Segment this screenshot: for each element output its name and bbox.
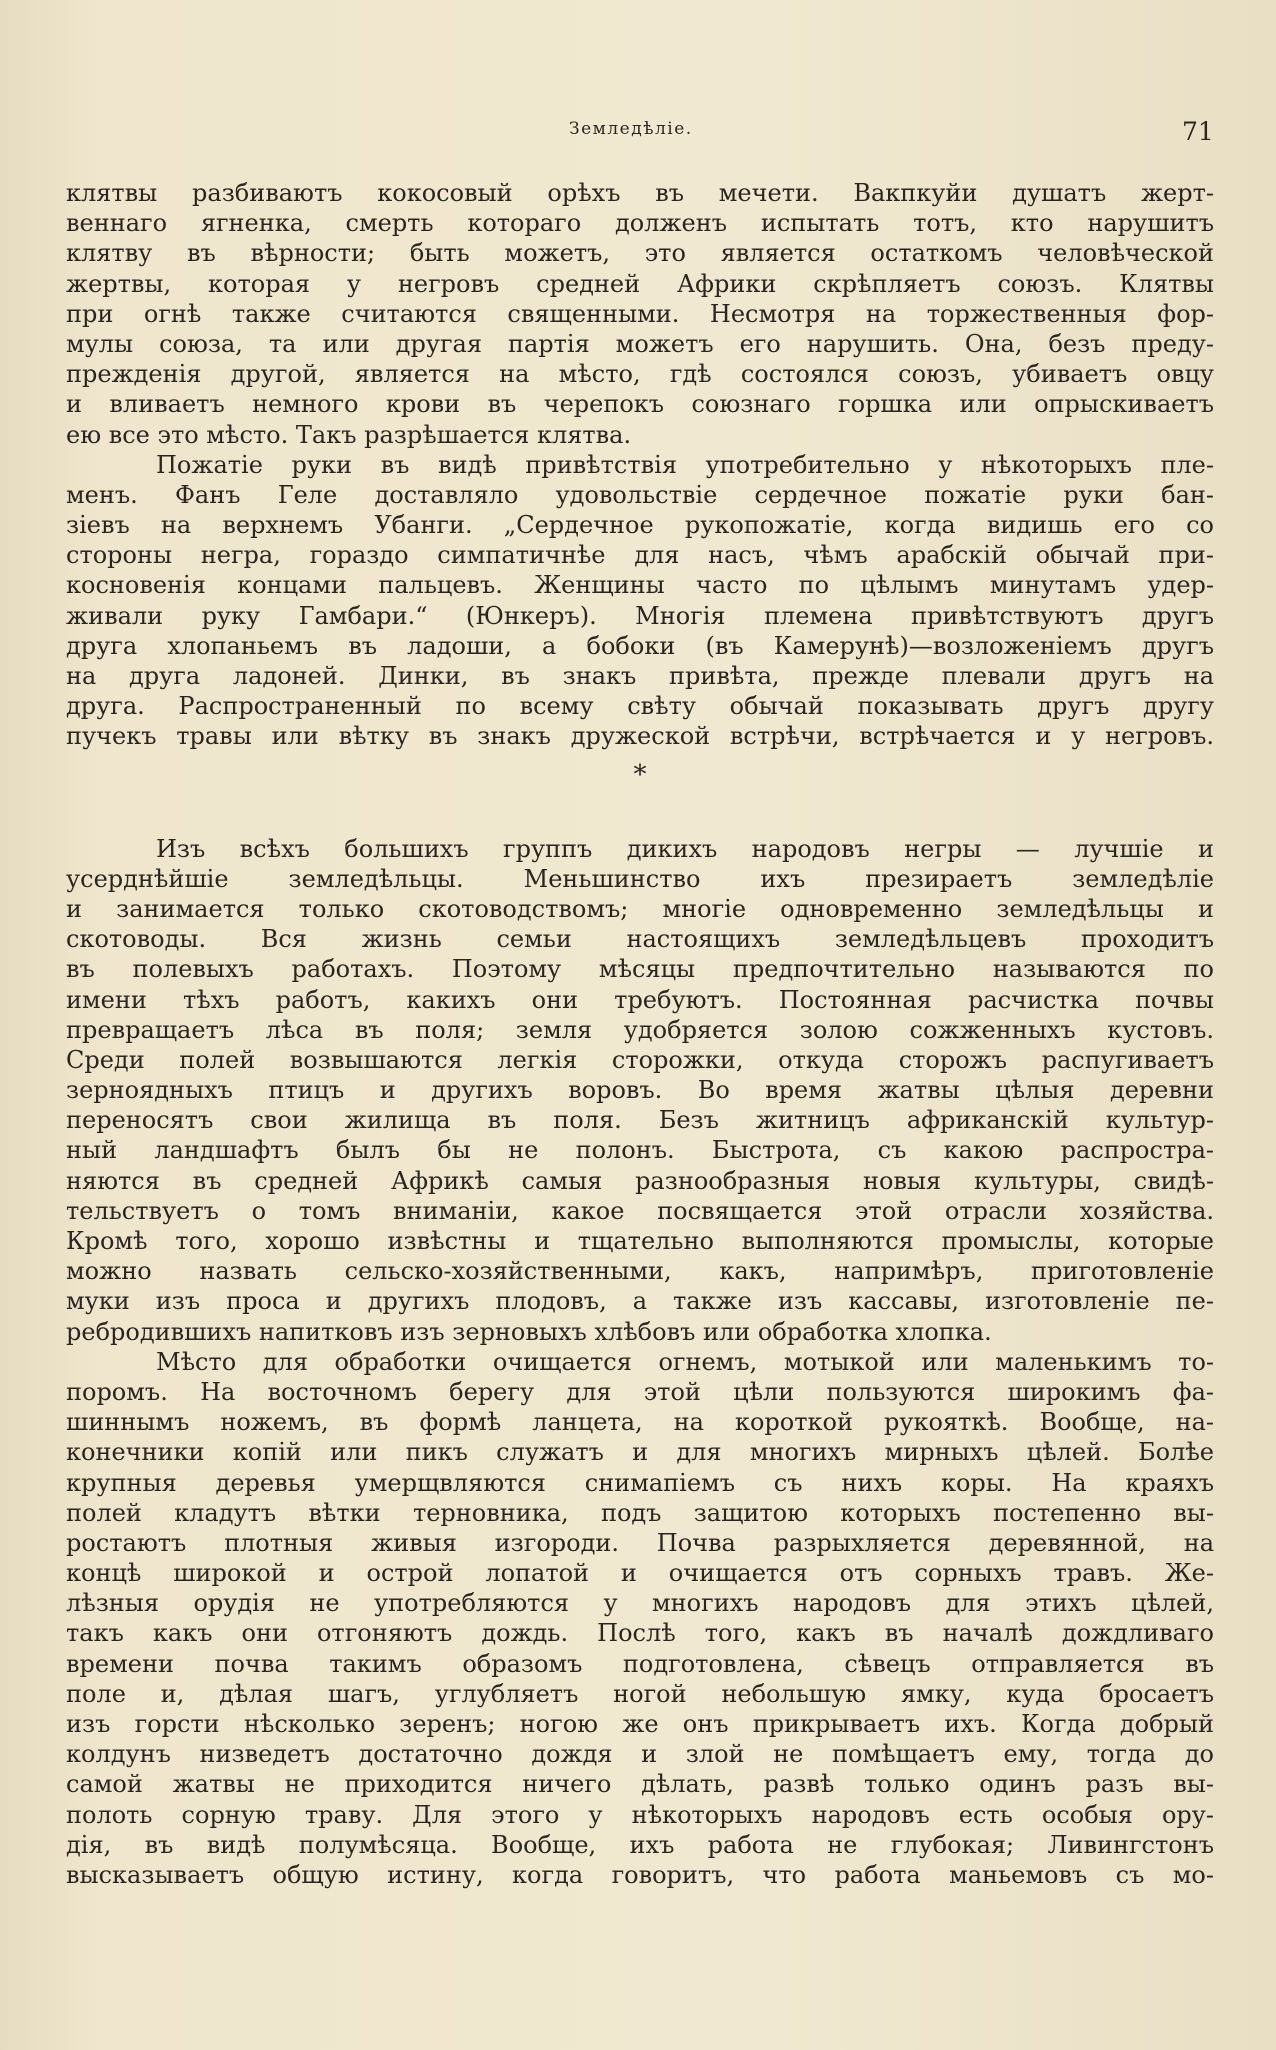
text-line: прежденiя другой, является на мѣсто, гдѣ состоялся союзъ, убиваетъ овцу	[66, 360, 1214, 389]
text-line: веннаго ягненка, смерть котораго долженъ испытать тотъ, кто нарушитъ	[66, 209, 1214, 238]
text-line: ребродившихъ напитковъ изъ зерновыхъ хлѣбовъ или обработка хлопка.	[66, 1317, 992, 1346]
running-title: Земледѣлiе.	[569, 119, 693, 139]
text-line: усерднѣйшiе земледѣльцы. Меньшинство ихъ презираетъ земледѣлiе	[66, 864, 1214, 893]
text-line: Среди полей возвышаются легкiя сторожки, откуда сторожъ распугиваетъ	[66, 1045, 1214, 1074]
text-line: клятвы разбиваютъ кокосовый орѣхъ въ мечети. Вакпкуйи душатъ жерт-	[66, 179, 1214, 207]
text-line: клятву въ вѣрности; быть можетъ, это является остаткомъ человѣческой	[66, 239, 1214, 268]
text-line: Пожатiе руки въ видѣ привѣтствiя употребительно у нѣкоторыхъ пле-	[156, 450, 1214, 479]
text-line: при огнѣ также считаются священными. Несмотря на торжественныя фор-	[66, 299, 1214, 328]
text-line: дiя, въ видѣ полумѣсяца. Вообще, ихъ работа не глубокая; Ливингстонъ	[66, 1830, 1214, 1859]
text-line: муки изъ проса и другихъ плодовъ, а также изъ кассавы, изготовленiе пе-	[66, 1287, 1214, 1316]
text-line: въ полевыхъ работахъ. Поэтому мѣсяцы предпочтительно называются по	[66, 955, 1214, 984]
running-head	[0, 117, 1276, 147]
text-line: крупныя деревья умерщвляются снимапiемъ съ нихъ коры. На краяхъ	[66, 1468, 1214, 1497]
text-line: Мѣсто для обработки очищается огнемъ, мотыкой или маленькимъ то-	[156, 1347, 1214, 1376]
text-line: зерноядныхъ птицъ и другихъ воровъ. Во время жатвы цѣлыя деревни	[66, 1076, 1214, 1105]
paragraph-handshake	[66, 450, 1214, 752]
body-text	[66, 178, 1214, 1890]
text-line: высказываетъ общую истину, когда говоритъ, что работа маньемовъ съ мо-	[66, 1860, 1214, 1889]
text-line: скотоводы. Вся жизнь семьи настоящихъ земледѣльцевъ проходитъ	[66, 925, 1214, 954]
text-line: поле и, дѣлая шагъ, углубляетъ ногой небольшую ямку, куда бросаетъ	[66, 1679, 1214, 1708]
text-line: косновенiя концами пальцевъ. Женщины часто по цѣлымъ минутамъ удер-	[66, 571, 1214, 600]
text-line: зiевъ на верхнемъ Убанги. „Сердечное рукопожатiе, когда видишь его со	[66, 511, 1214, 540]
text-line: времени почва такимъ образомъ подготовлена, сѣвецъ отправляется въ	[66, 1649, 1214, 1678]
text-line: на друга ладоней. Динки, въ знакъ привѣта, прежде плевали другъ на	[66, 662, 1214, 690]
text-line: жертвы, которая у негровъ средней Африки скрѣпляетъ союзъ. Клятвы	[66, 269, 1214, 298]
text-line: шиннымъ ножемъ, въ формѣ ланцета, на короткой рукояткѣ. Вообще, на-	[66, 1408, 1214, 1437]
text-line: полей кладутъ вѣтки терновника, подъ защитою которыхъ постепенно вы-	[66, 1498, 1214, 1527]
text-line: превращаетъ лѣса въ поля; земля удобряется золою сожженныхъ кустовъ.	[66, 1015, 1214, 1044]
text-line: и занимается только скотоводствомъ; многiе одновременно земледѣльцы и	[66, 894, 1214, 923]
text-line: тельствуетъ о томъ вниманiи, какое посвящается этой отрасли хозяйства.	[66, 1196, 1214, 1225]
paragraph-agriculture	[66, 834, 1214, 1347]
text-line: менъ. Фанъ Геле доставляло удовольствiе сердечное пожатiе руки бан-	[66, 480, 1214, 509]
text-line: лѣзныя орудiя не употребляются у многихъ народовъ для этихъ цѣлей,	[66, 1589, 1214, 1618]
text-line: колдунъ низведетъ достаточно дождя и злой не помѣщаетъ ему, тогда до	[66, 1740, 1214, 1769]
text-line: стороны негра, гораздо симпатичнѣе для насъ, чѣмъ арабскiй обычай при-	[66, 541, 1214, 570]
paragraph-field-work	[66, 1347, 1214, 1890]
text-line: Кромѣ того, хорошо извѣстны и тщательно выполняются промыслы, которые	[66, 1227, 1214, 1255]
text-line: живали руку Гамбари.“ (Юнкеръ). Многiя племена привѣтствуютъ другъ	[66, 601, 1214, 630]
text-line: Изъ всѣхъ большихъ группъ дикихъ народовъ негры — лучшiе и	[156, 834, 1214, 863]
text-line: изъ горсти нѣсколько зеренъ; ногою же онъ прикрываетъ ихъ. Когда добрый	[66, 1710, 1214, 1738]
text-line: няются въ средней Африкѣ самыя разнообразныя новыя культуры, свидѣ-	[66, 1166, 1214, 1195]
text-line: имени тѣхъ работъ, какихъ они требуютъ. Постоянная расчистка почвы	[66, 985, 1214, 1014]
text-line: концѣ широкой и острой лопатой и очищается отъ сорныхъ травъ. Же-	[66, 1559, 1214, 1588]
text-line: ный ландшафтъ былъ бы не полонъ. Быстрота, съ какою распростра-	[66, 1136, 1214, 1165]
text-line: переносятъ свои жилища въ поля. Безъ житницъ африканскiй культур-	[66, 1106, 1214, 1135]
section-separator: *	[633, 759, 647, 790]
paragraph-oath	[66, 178, 1214, 450]
text-line: поромъ. На восточномъ берегу для этой цѣли пользуются широкимъ фа-	[66, 1377, 1214, 1406]
text-line: полоть сорную траву. Для этого у нѣкоторыхъ народовъ есть особыя ору-	[66, 1800, 1214, 1829]
text-line: самой жатвы не приходится ничего дѣлать, развѣ только одинъ разъ вы-	[66, 1770, 1214, 1799]
text-line: друга хлопаньемъ въ ладоши, а бобоки (въ Камерунѣ)—возложенiемъ другъ	[66, 631, 1214, 660]
text-line: можно назвать сельско-хозяйственными, какъ, напримѣръ, приготовленiе	[66, 1257, 1214, 1286]
text-line: такъ какъ они отгоняютъ дождь. Послѣ того, какъ въ началѣ дождливаго	[66, 1619, 1214, 1648]
text-line: конечники копiй или пикъ служатъ и для многихъ мирныхъ цѣлей. Болѣе	[66, 1438, 1214, 1467]
text-line: друга. Распространенный по всему свѣту обычай показывать другъ другу	[66, 692, 1214, 721]
page-number: 71	[1182, 117, 1214, 146]
text-line: ростаютъ плотныя живыя изгороди. Почва разрыхляется деревянной, на	[66, 1528, 1214, 1557]
text-line: мулы союза, та или другая партiя можетъ его нарушить. Она, безъ преду-	[66, 329, 1214, 358]
text-line: и вливаетъ немного крови въ черепокъ союзнаго горшка или опрыскиваетъ	[66, 390, 1214, 419]
text-line: ею все это мѣсто. Такъ разрѣшается клятва.	[66, 420, 632, 449]
text-line: пучекъ травы или вѣтку въ знакъ дружеской встрѣчи, встрѣчается и у негровъ.	[66, 722, 1214, 751]
